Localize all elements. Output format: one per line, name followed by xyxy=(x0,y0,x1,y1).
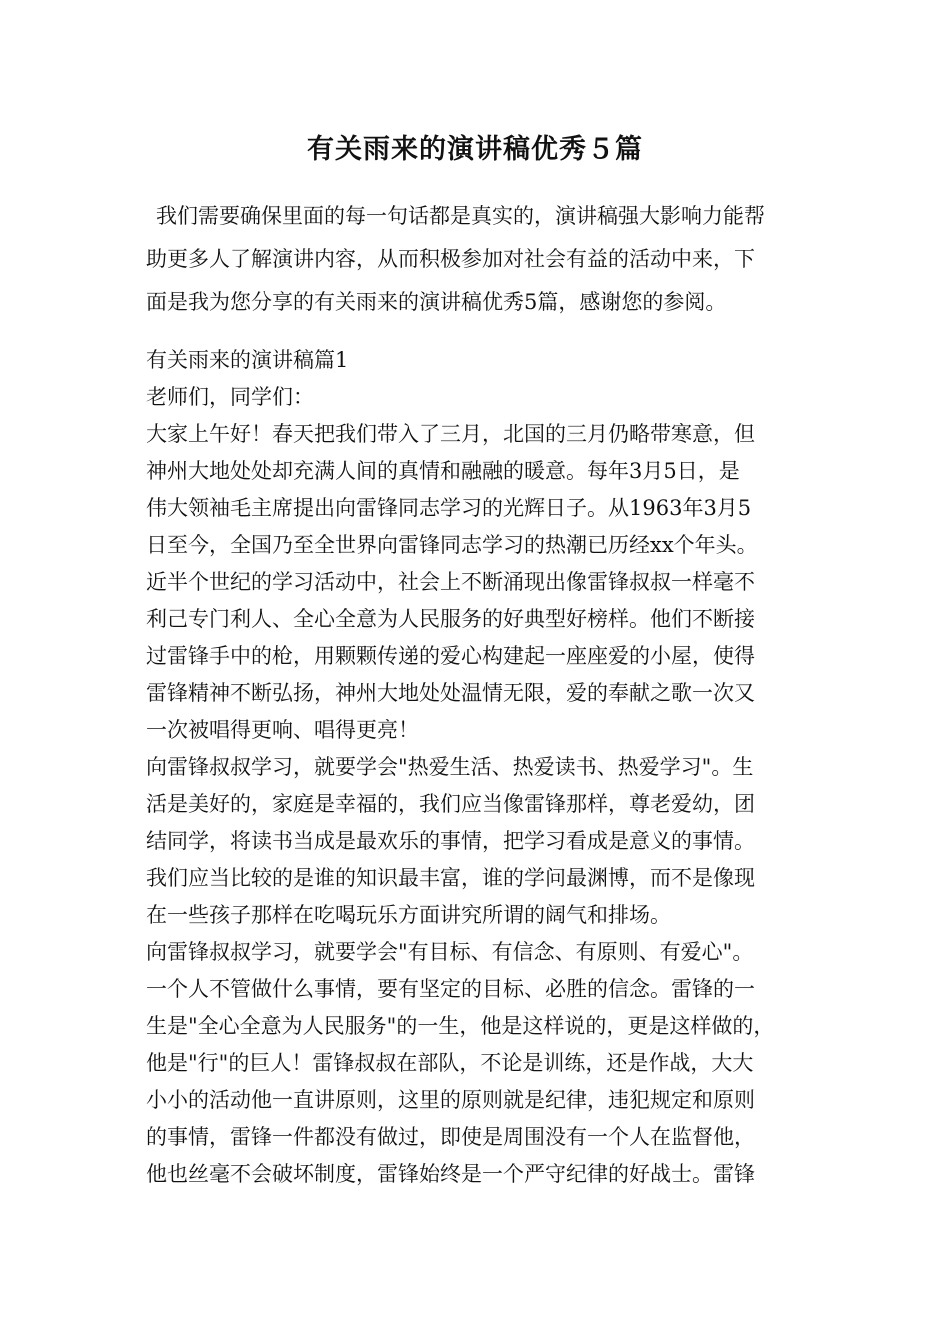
body-line: 日至今，全国乃至全世界向雷锋同志学习的热潮已历经xx个年头。 xyxy=(146,533,758,557)
body-line: 生是"全心全意为人民服务"的一生，他是这样说的，更是这样做的， xyxy=(146,1014,775,1038)
body-line: 他是"行"的巨人！雷锋叔叔在部队，不论是训练，还是作战，大大 xyxy=(146,1051,754,1075)
body-line: 一个人不管做什么事情，要有坚定的目标、必胜的信念。雷锋的一 xyxy=(146,977,755,1001)
intro-line: 助更多人了解演讲内容，从而积极参加对社会有益的活动中来，下 xyxy=(146,247,755,271)
body-line: 在一些孩子那样在吃喝玩乐方面讲究所谓的阔气和排场。 xyxy=(146,903,671,927)
body-line: 小小的活动他一直讲原则，这里的原则就是纪律，违犯规定和原则 xyxy=(146,1088,755,1112)
body-line: 向雷锋叔叔学习，就要学会"热爱生活、热爱读书、热爱学习"。生 xyxy=(146,755,754,779)
body-line: 伟大领袖毛主席提出向雷锋同志学习的光辉日子。从1963年3月5 xyxy=(146,496,752,520)
body-line: 的事情，雷锋一件都没有做过，即使是周围没有一个人在监督他， xyxy=(146,1125,755,1149)
speech-body xyxy=(146,342,826,1193)
body-line: 一次被唱得更响、唱得更亮！ xyxy=(146,718,419,742)
body-line: 我们应当比较的是谁的知识最丰富，谁的学问最渊博，而不是像现 xyxy=(146,866,755,890)
body-line: 向雷锋叔叔学习，就要学会"有目标、有信念、有原则、有爱心"。 xyxy=(146,940,754,964)
body-line: 过雷锋手中的枪，用颗颗传递的爱心构建起一座座爱的小屋，使得 xyxy=(146,644,755,668)
body-line: 雷锋精神不断弘扬，神州大地处处温情无限，爱的奉献之歌一次又 xyxy=(146,681,755,705)
body-line: 利己专门利人、全心全意为人民服务的好典型好榜样。他们不断接 xyxy=(146,607,755,631)
intro-line: 我们需要确保里面的每一句话都是真实的，演讲稿强大影响力能帮 xyxy=(156,204,765,228)
section-heading: 有关雨来的演讲稿篇1 xyxy=(146,348,349,372)
body-line: 神州大地处处却充满人间的真情和融融的暖意。每年3月5日，是 xyxy=(146,459,740,483)
body-line: 大家上午好！春天把我们带入了三月，北国的三月仍略带寒意，但 xyxy=(146,422,755,446)
body-line: 结同学，将读书当成是最欢乐的事情，把学习看成是意义的事情。 xyxy=(146,829,755,853)
document-title: 有关雨来的演讲稿优秀５篇 xyxy=(307,134,643,165)
intro-line: 面是我为您分享的有关雨来的演讲稿优秀5篇，感谢您的参阅。 xyxy=(146,290,727,314)
body-line: 活是美好的，家庭是幸福的，我们应当像雷锋那样，尊老爱幼，团 xyxy=(146,792,755,816)
body-line: 近半个世纪的学习活动中，社会上不断涌现出像雷锋叔叔一样毫不 xyxy=(146,570,755,594)
body-line: 他也丝毫不会破坏制度，雷锋始终是一个严守纪律的好战士。雷锋 xyxy=(146,1162,755,1186)
intro-paragraph xyxy=(146,195,806,324)
salutation: 老师们，同学们： xyxy=(146,385,314,409)
